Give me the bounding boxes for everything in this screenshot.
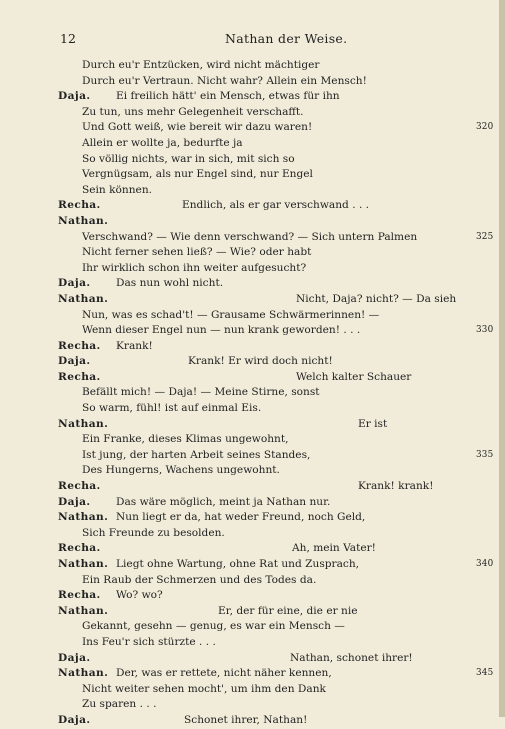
line-text: Nun liegt er da, hat weder Freund, noch Geld, bbox=[116, 511, 366, 524]
verse-line bbox=[58, 74, 498, 90]
verse-line bbox=[58, 136, 498, 152]
line-text: Er ist bbox=[358, 417, 388, 430]
line-text: Er, der für eine, die er nie bbox=[218, 604, 358, 617]
verse-line bbox=[58, 619, 498, 635]
line-text: Sich Freunde zu besolden. bbox=[82, 526, 225, 539]
verse-line bbox=[58, 666, 498, 682]
verse-line bbox=[58, 89, 498, 105]
verse-line bbox=[58, 370, 498, 386]
verse-line bbox=[58, 557, 498, 573]
speaker-label: Nathan. bbox=[58, 558, 109, 570]
verse-line bbox=[58, 526, 498, 542]
line-text: Gekannt, gesehn — genug, es war ein Mensch — bbox=[82, 620, 345, 633]
speaker-label: Recha. bbox=[58, 370, 101, 383]
verse-line bbox=[58, 541, 498, 557]
verse-line bbox=[58, 120, 498, 136]
verse-text bbox=[58, 58, 498, 729]
line-text: Endlich, als er gar verschwand . . . bbox=[182, 199, 370, 212]
line-text: Zu tun, uns mehr Gelegenheit verschafft. bbox=[82, 105, 304, 118]
line-text: Das wäre möglich, meint ja Nathan nur. bbox=[116, 495, 331, 508]
line-text: Ein Franke, dieses Klimas ungewohnt, bbox=[82, 433, 289, 446]
line-text: Durch eu'r Entzücken, wird nicht mächtiger bbox=[82, 59, 320, 71]
speaker-label: Daja. bbox=[58, 277, 91, 290]
line-text: Ein Raub der Schmerzen und des Todes da. bbox=[82, 573, 317, 586]
verse-line bbox=[58, 276, 498, 292]
speaker-label: Daja. bbox=[58, 651, 91, 664]
verse-line bbox=[58, 230, 498, 246]
speaker-label: Nathan. bbox=[58, 667, 109, 680]
verse-line bbox=[58, 183, 498, 199]
line-text: Sein können. bbox=[82, 183, 153, 196]
verse-line bbox=[58, 448, 498, 464]
line-text: Zu sparen . . . bbox=[82, 698, 157, 711]
verse-line bbox=[58, 339, 498, 355]
speaker-label: Nathan. bbox=[58, 511, 109, 524]
verse-line bbox=[58, 682, 498, 698]
speaker-label: Recha. bbox=[58, 589, 101, 602]
line-text: Krank! krank! bbox=[358, 480, 434, 493]
verse-line bbox=[58, 292, 498, 308]
line-text: So warm, fühl! ist auf einmal Eis. bbox=[82, 402, 262, 415]
line-text: Ist jung, der harten Arbeit seines Standes, bbox=[82, 448, 311, 461]
verse-line bbox=[58, 573, 498, 589]
line-text: Nicht, Daja? nicht? — Da sieh bbox=[296, 292, 457, 305]
verse-line bbox=[58, 245, 498, 261]
line-text: Das nun wohl nicht. bbox=[116, 277, 224, 290]
line-text: Welch kalter Schauer bbox=[296, 370, 412, 383]
verse-line bbox=[58, 495, 498, 511]
verse-line bbox=[58, 214, 498, 230]
verse-line bbox=[58, 152, 498, 168]
line-text: Nathan, schonet ihrer! bbox=[290, 651, 413, 664]
verse-line bbox=[58, 604, 498, 620]
line-text: Durch eu'r Vertraun. Nicht wahr? Allein ein Mensch! bbox=[82, 74, 367, 87]
verse-line bbox=[58, 385, 498, 401]
speaker-label: Nathan. bbox=[58, 292, 109, 305]
speaker-label: Recha. bbox=[58, 480, 101, 493]
speaker-label: Recha. bbox=[58, 199, 101, 212]
line-text: Nun, was es schad't! — Grausame Schwärmerinnen! — bbox=[82, 308, 380, 321]
line-text: Krank! bbox=[116, 339, 153, 352]
speaker-label: Nathan. bbox=[58, 604, 109, 617]
line-text: Nicht weiter sehen mocht', um ihm den Dank bbox=[82, 682, 326, 695]
page-number: 12 bbox=[60, 31, 76, 46]
running-header bbox=[60, 31, 463, 47]
verse-line bbox=[58, 354, 498, 370]
line-text: So völlig nichts, war in sich, mit sich so bbox=[82, 152, 295, 165]
verse-line bbox=[58, 323, 498, 339]
line-text: Befällt mich! — Daja! — Meine Stirne, sonst bbox=[82, 386, 320, 399]
speaker-label: Daja. bbox=[58, 355, 91, 368]
verse-line bbox=[58, 58, 498, 74]
line-text: Verschwand? — Wie denn verschwand? — Sich untern Palmen bbox=[82, 230, 418, 243]
line-text: Ei freilich hätt' ein Mensch, etwas für ihn bbox=[116, 90, 340, 103]
line-text: Nicht ferner sehen ließ? — Wie? oder habt bbox=[82, 246, 312, 259]
line-number: 330 bbox=[476, 325, 494, 336]
line-text: Und Gott weiß, wie bereit wir dazu waren! bbox=[82, 121, 313, 134]
line-number: 325 bbox=[476, 231, 494, 242]
verse-line bbox=[58, 463, 498, 479]
verse-line bbox=[58, 635, 498, 651]
line-text: Liegt ohne Wartung, ohne Rat und Zusprach, bbox=[116, 558, 360, 570]
speaker-label: Nathan. bbox=[58, 214, 109, 227]
speaker-label: Recha. bbox=[58, 339, 101, 352]
verse-line bbox=[58, 697, 498, 713]
verse-line bbox=[58, 308, 498, 324]
line-text: Des Hungerns, Wachens ungewohnt. bbox=[82, 464, 280, 477]
line-text: Schonet ihrer, Nathan! bbox=[184, 713, 308, 726]
line-text: Ins Feu'r sich stürzte . . . bbox=[82, 635, 216, 648]
line-text: Der, was er rettete, nicht näher kennen, bbox=[116, 667, 332, 680]
verse-line bbox=[58, 432, 498, 448]
line-text: Krank! Er wird doch nicht! bbox=[188, 355, 333, 368]
verse-line bbox=[58, 588, 498, 604]
verse-line bbox=[58, 417, 498, 433]
verse-line bbox=[58, 167, 498, 183]
line-number: 335 bbox=[476, 449, 494, 460]
speaker-label: Daja. bbox=[58, 713, 91, 726]
line-text: Vergnügsam, als nur Engel sind, nur Engel bbox=[82, 168, 313, 181]
line-text: Ihr wirklich schon ihn weiter aufgesucht? bbox=[82, 261, 307, 274]
line-number: 340 bbox=[476, 559, 494, 569]
speaker-label: Recha. bbox=[58, 542, 101, 555]
verse-line bbox=[58, 510, 498, 526]
running-title: Nathan der Weise. bbox=[225, 31, 348, 46]
verse-line bbox=[58, 261, 498, 277]
verse-line bbox=[58, 401, 498, 417]
page-edge bbox=[499, 0, 505, 717]
verse-line bbox=[58, 479, 498, 495]
speaker-label: Daja. bbox=[58, 495, 91, 508]
line-text: Wenn dieser Engel nun — nun krank geworden! . . . bbox=[82, 324, 361, 337]
line-text: Allein er wollte ja, bedurfte ja bbox=[82, 136, 243, 149]
speaker-label: Nathan. bbox=[58, 417, 109, 430]
verse-line bbox=[58, 651, 498, 667]
verse-line bbox=[58, 713, 498, 729]
line-text: Wo? wo? bbox=[116, 589, 163, 602]
line-number: 345 bbox=[476, 668, 494, 679]
speaker-label: Daja. bbox=[58, 90, 91, 103]
line-number: 320 bbox=[476, 122, 494, 133]
line-text: Ah, mein Vater! bbox=[292, 542, 376, 555]
verse-line bbox=[58, 105, 498, 121]
verse-line bbox=[58, 198, 498, 214]
